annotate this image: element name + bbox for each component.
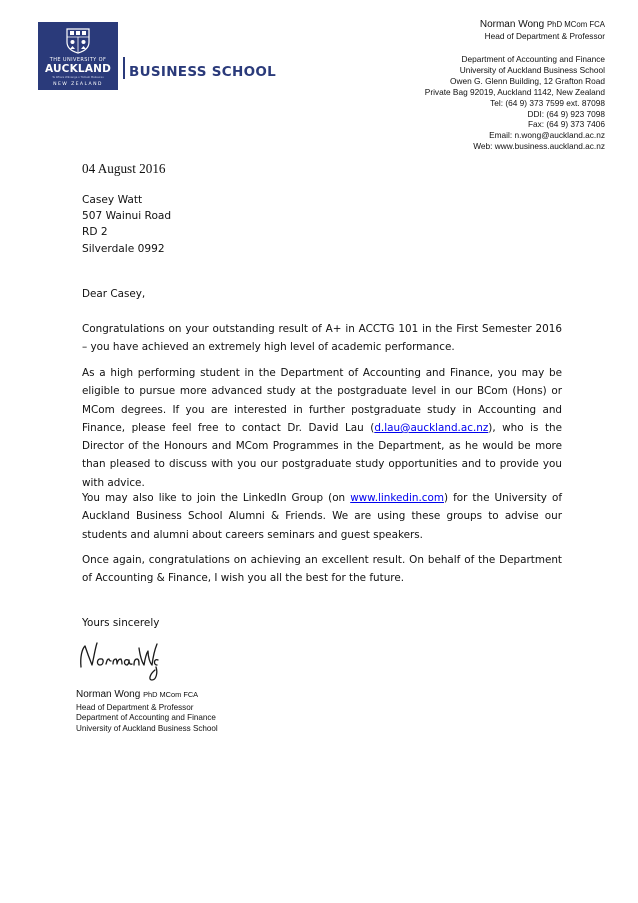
letterhead-name: [480, 19, 605, 31]
recipient-name: Casey Watt: [82, 194, 143, 206]
letterhead-ddi: DDI: (64 9) 923 7098: [527, 108, 605, 119]
letterhead-qualifications: PhD MCom FCA: [546, 20, 605, 29]
letterhead-title: Head of Department & Professor: [484, 31, 605, 41]
letter-date: 04 August 2016: [82, 161, 166, 176]
paragraph-2-text-end: ), who is the Director of the Honours and MCom Programmes in the Department, as he would be more than pleased to discuss with you our postgraduate study opportunities and to provide you with advice.: [82, 421, 562, 489]
letterhead-tel: Tel: (64 9) 373 7599 ext. 87098: [490, 97, 605, 108]
logo-line-1: THE UNIVERSITY OF: [49, 57, 107, 63]
letterhead-address-line: Owen G. Glenn Building, 12 Grafton Road: [450, 75, 605, 86]
signatory-name: [76, 689, 198, 700]
email-link-d-lau[interactable]: d.lau@auckland.ac.nz: [374, 421, 489, 434]
signatory-qualifications: PhD MCom FCA: [143, 690, 199, 699]
closing: Yours sincerely: [82, 617, 160, 629]
signatory-department: Department of Accounting and Finance: [76, 713, 216, 723]
logo-line-3: Te Whare Wānanga o Tāmaki Makaurau: [52, 76, 104, 79]
crest-icon: [66, 28, 90, 54]
paragraph-3-text: You may also like to join the LinkedIn Group (on: [82, 492, 351, 504]
letterhead-address: [425, 54, 605, 152]
recipient-address: [82, 192, 171, 257]
university-logo: [38, 22, 118, 90]
recipient-city: Silverdale 0992: [82, 242, 165, 255]
letterhead-fax: Fax: (64 9) 373 7406: [527, 119, 605, 130]
paragraph-3-text-end: ) for the University of Auckland Business School Alumni & Friends. We are using these groups to advise our students and alumni about careers seminars and guest speakers.: [82, 492, 562, 541]
recipient-street: 507 Wainui Road: [82, 210, 172, 223]
letterhead-address-line: Department of Accounting and Finance: [461, 54, 605, 64]
business-school-wordmark: BUSINESS SCHOOL: [129, 64, 277, 80]
signatory-name-text: Norman Wong: [76, 689, 141, 700]
signatory-details: [76, 703, 218, 734]
salutation: Dear Casey,: [82, 288, 146, 300]
logo-line-2: AUCKLAND: [44, 63, 112, 75]
letterhead-name-text: Norman Wong: [479, 19, 545, 30]
paragraph-1: Congratulations on your outstanding result of A+ in ACCTG 101 in the First Semester 2016 – you have achieved an extremely high level of academic performance.: [82, 323, 562, 354]
letterhead-web: Web: www.business.auckland.ac.nz: [473, 141, 605, 152]
signatory-title: Head of Department & Professor: [76, 703, 194, 712]
logo-line-4: NEW ZEALAND: [53, 82, 103, 87]
linkedin-link[interactable]: www.linkedin.com: [350, 492, 444, 504]
paragraph-2: [82, 364, 562, 492]
paragraph-2-text: As a high performing student in the Department of Accounting and Finance, you may be eligible to pursue more advanced study at the postgraduate level in our BCom (Hons) or MCom degrees. If you are interested in further postgraduate study in Accounting and Finance, please feel free to contact Dr. David Lau (: [82, 367, 562, 434]
letterhead-email: Email: n.wong@auckland.ac.nz: [489, 130, 605, 141]
signatory-school: University of Auckland Business School: [76, 723, 218, 733]
recipient-rd: RD 2: [82, 226, 108, 239]
handwritten-signature: [76, 637, 160, 683]
letterhead-address-line: Private Bag 92019, Auckland 1142, New Zealand: [424, 86, 605, 97]
paragraph-3: [82, 489, 562, 544]
letterhead-address-line: University of Auckland Business School: [459, 64, 605, 75]
paragraph-4: Once again, congratulations on achieving an excellent result. On behalf of the Department of Accounting & Finance, I wish you all the best for the future.: [82, 554, 562, 585]
logo-divider: [123, 57, 125, 79]
